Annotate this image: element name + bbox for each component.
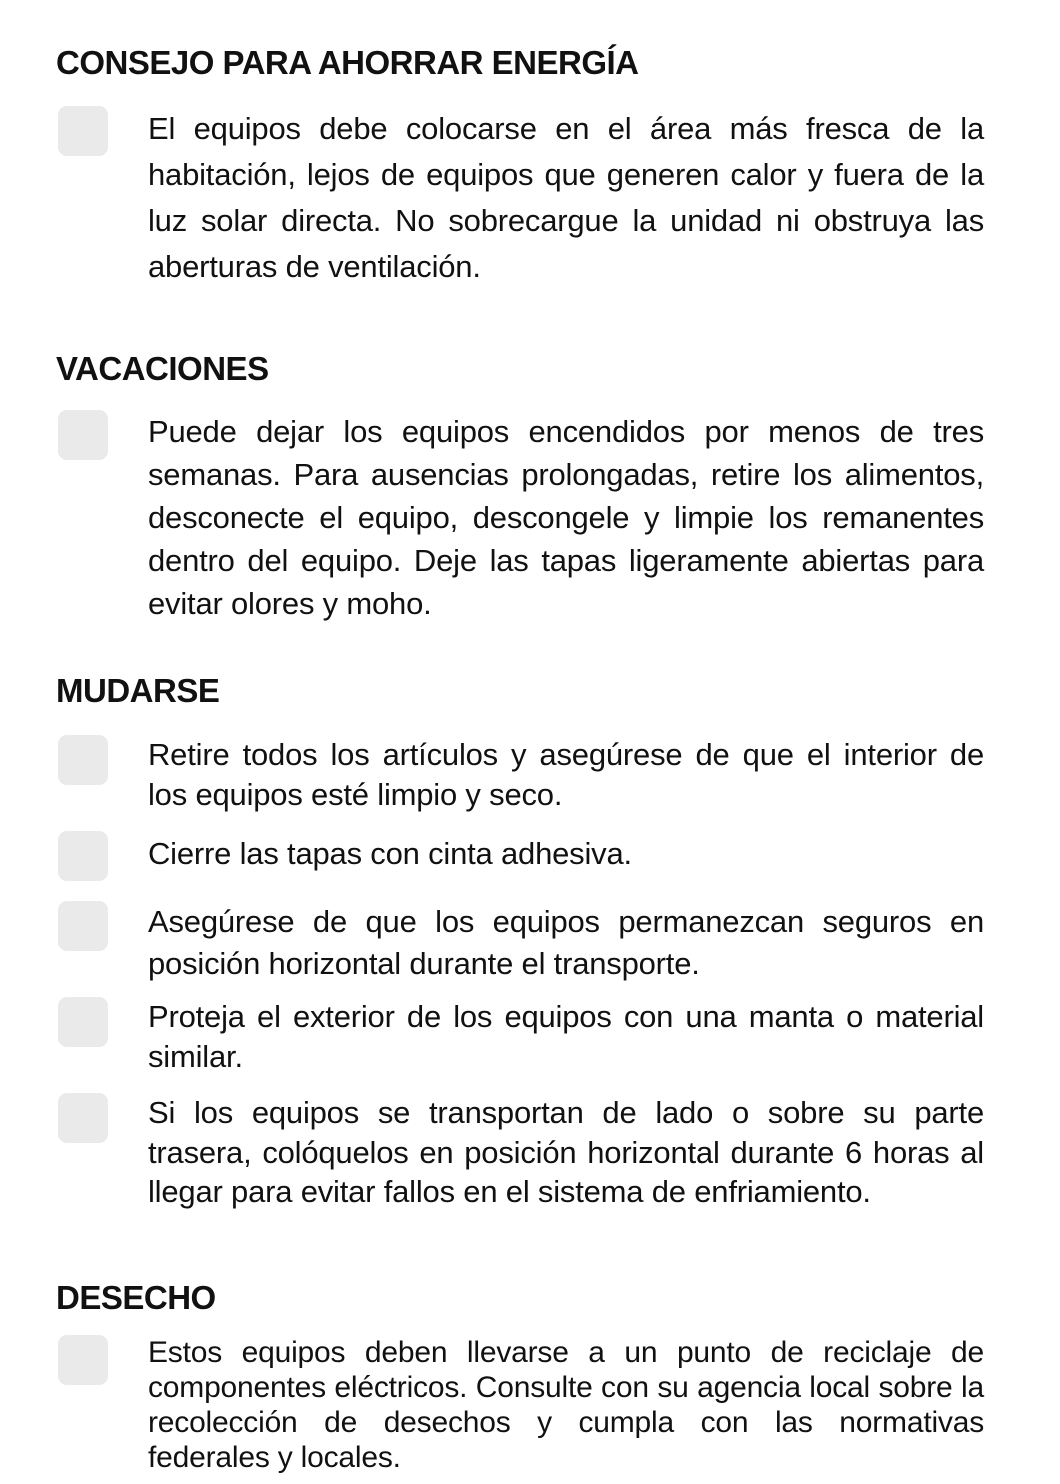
checkbox[interactable] xyxy=(58,831,108,881)
item-text: Proteja el exterior de los equipos con una manta o material similar. xyxy=(148,999,984,1074)
checkbox[interactable] xyxy=(58,997,108,1047)
item-text: Cierre las tapas con cinta adhesiva. xyxy=(148,836,632,871)
checkbox[interactable] xyxy=(58,735,108,785)
item-text: Si los equipos se transportan de lado o sobre su parte trasera, colóquelos en posición horizontal durante 6 horas al llegar para evitar fallos en el sistema de enfriamiento. xyxy=(148,1095,984,1209)
section-title-moving: MUDARSE xyxy=(56,672,220,709)
checkbox[interactable] xyxy=(58,1093,108,1143)
item-text: Retire todos los artículos y asegúrese de que el interior de los equipos esté limpio y seco. xyxy=(148,737,984,812)
checkbox[interactable] xyxy=(58,410,108,460)
section-title-disposal: DESECHO xyxy=(56,1279,216,1316)
item-text: Puede dejar los equipos encendidos por menos de tres semanas. Para ausencias prolongadas, retire los alimentos, desconecte el equipo, descongele y limpie los remanentes dentro del equipo. Deje las tapas ligeramente abiertas para evitar olores y moho. xyxy=(148,414,984,621)
checkbox[interactable] xyxy=(58,1335,108,1385)
item-text: El equipos debe colocarse en el área más fresca de la habitación, lejos de equipos que generen calor y fuera de la luz solar directa. No sobrecargue la unidad ni obstruya las aberturas de ventilación. xyxy=(148,111,984,284)
item-text: Estos equipos deben llevarse a un punto de reciclaje de componentes eléctricos. Consulte con su agencia local sobre la recolección de desechos y cumpla con las normativas federales y locales. xyxy=(148,1336,984,1474)
checkbox[interactable] xyxy=(58,901,108,951)
section-title-vacations: VACACIONES xyxy=(56,350,269,387)
section-title-energy-saving: CONSEJO PARA AHORRAR ENERGÍA xyxy=(56,44,639,81)
checkbox[interactable] xyxy=(58,106,108,156)
item-text: Asegúrese de que los equipos permanezcan seguros en posición horizontal durante el transporte. xyxy=(148,904,984,981)
